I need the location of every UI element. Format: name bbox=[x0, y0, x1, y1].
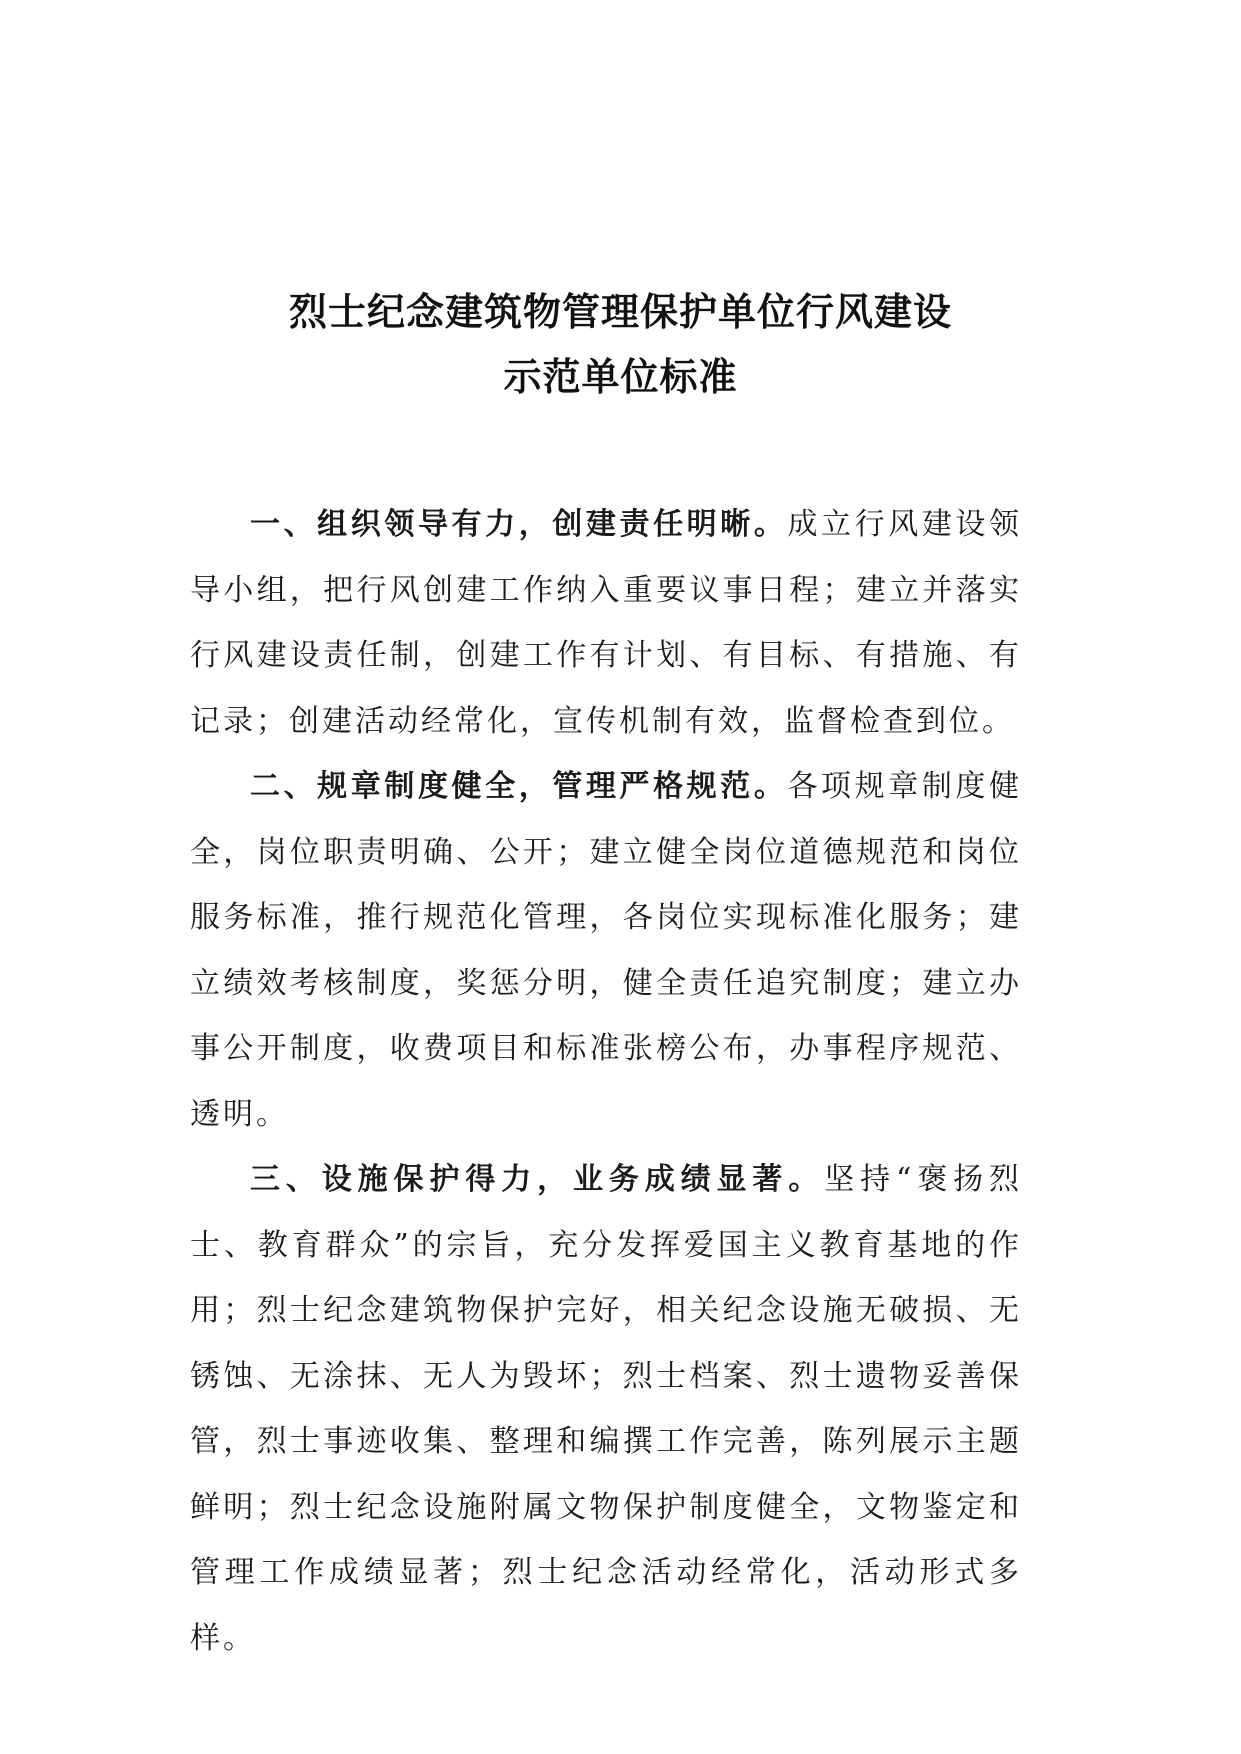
section-paragraph-2 bbox=[190, 754, 1022, 1147]
section-heading-1: 一、组织领导有力，创建责任明晰。 bbox=[250, 507, 788, 542]
section-paragraph-3 bbox=[190, 1147, 1022, 1671]
section-text-2: 各项规章制度健全，岗位职责明确、公开；建立健全岗位道德规范和岗位服务标准，推行规范化管理，各岗位实现标准化服务；建立绩效考核制度，奖惩分明，健全责任追究制度；建立办事公开制度，收费项目和标准张榜公布，办事程序规范、透明。 bbox=[190, 769, 1023, 1132]
section-paragraph-1 bbox=[190, 492, 1022, 754]
document-title-line-2: 示范单位标准 bbox=[503, 355, 738, 399]
document-title-line-1: 烈士纪念建筑物管理保护单位行风建设 bbox=[288, 290, 952, 334]
section-text-1: 成立行风建设领导小组，把行风创建工作纳入重要议事日程；建立并落实行风建设责任制，创建工作有计划、有目标、有措施、有记录；创建活动经常化，宣传机制有效，监督检查到位。 bbox=[190, 507, 1023, 739]
document-body bbox=[190, 492, 1022, 1671]
section-text-3: 坚持“褒扬烈士、教育群众”的宗旨，充分发挥爱国主义教育基地的作用；烈士纪念建筑物保护完好，相关纪念设施无破损、无锈蚀、无涂抹、无人为毁坏；烈士档案、烈士遗物妥善保管，烈士事迹收集、整理和编撰工作完善，陈列展示主题鲜明；烈士纪念设施附属文物保护制度健全，文物鉴定和管理工作成绩显著；烈士纪念活动经常化，活动形式多样。 bbox=[190, 1162, 1022, 1656]
section-heading-2: 二、规章制度健全，管理严格规范。 bbox=[250, 769, 788, 804]
section-heading-3: 三、设施保护得力，业务成绩显著。 bbox=[250, 1162, 825, 1197]
